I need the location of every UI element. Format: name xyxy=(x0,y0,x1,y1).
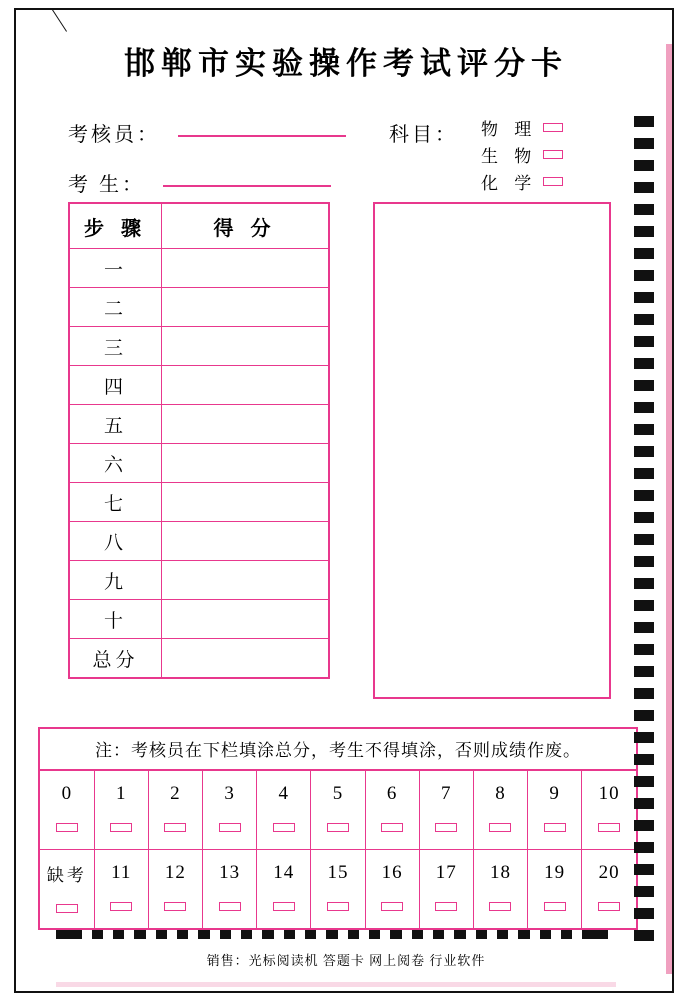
bubble-cell-15-label: 15 xyxy=(327,862,349,883)
bubble-19[interactable] xyxy=(544,902,566,911)
bubble-cell-15[interactable] xyxy=(311,850,365,929)
subject-bubble-physics[interactable] xyxy=(543,123,563,132)
timing-mark xyxy=(634,798,654,809)
bubble-cell-12[interactable] xyxy=(148,850,202,929)
timing-mark xyxy=(540,930,551,939)
header-score: 得 分 xyxy=(162,203,329,249)
table-row xyxy=(69,600,329,639)
bubble-cell-5-label: 5 xyxy=(332,783,344,804)
bubble-cell-4[interactable] xyxy=(257,771,311,850)
timing-mark xyxy=(390,930,401,939)
table-row xyxy=(69,366,329,405)
timing-marks-right xyxy=(634,116,654,952)
bubble-cell-20[interactable] xyxy=(582,850,636,929)
bubble-absent[interactable] xyxy=(56,904,78,913)
timing-mark xyxy=(92,930,103,939)
bubble-18[interactable] xyxy=(489,902,511,911)
timing-mark xyxy=(156,930,167,939)
bubble-10[interactable] xyxy=(598,823,620,832)
timing-mark xyxy=(634,116,654,127)
timing-mark xyxy=(634,600,654,611)
bubble-cell-8-label: 8 xyxy=(495,783,506,804)
table-row xyxy=(69,444,329,483)
bubble-cell-0[interactable] xyxy=(40,771,94,850)
bubble-cell-17[interactable] xyxy=(419,850,473,929)
step-label: 十 xyxy=(69,600,162,639)
bubble-16[interactable] xyxy=(381,902,403,911)
timing-mark xyxy=(634,930,654,941)
score-cell[interactable] xyxy=(162,444,329,483)
timing-mark xyxy=(198,930,209,939)
timing-mark xyxy=(634,468,654,479)
table-header-row xyxy=(69,203,329,249)
bubble-cell-3[interactable] xyxy=(203,771,257,850)
timing-mark xyxy=(412,930,423,939)
bubble-cell-1[interactable] xyxy=(94,771,148,850)
timing-mark xyxy=(634,886,654,897)
bubble-13[interactable] xyxy=(219,902,241,911)
bubble-0[interactable] xyxy=(56,823,78,832)
timing-mark xyxy=(634,402,654,413)
bubble-7[interactable] xyxy=(435,823,457,832)
timing-mark xyxy=(113,930,124,939)
table-row xyxy=(69,561,329,600)
bubble-cell-absent[interactable] xyxy=(40,850,94,929)
bubble-3[interactable] xyxy=(219,823,241,832)
table-row xyxy=(69,249,329,288)
timing-mark xyxy=(634,864,654,875)
table-row xyxy=(69,483,329,522)
timing-mark xyxy=(634,908,654,919)
remarks-blank-box[interactable] xyxy=(373,202,611,699)
bubble-2[interactable] xyxy=(164,823,186,832)
bubble-cell-9[interactable] xyxy=(528,771,582,850)
timing-mark xyxy=(634,380,654,391)
right-edge-stripe xyxy=(666,44,672,974)
timing-mark xyxy=(634,138,654,149)
timing-mark xyxy=(634,578,654,589)
timing-mark xyxy=(634,424,654,435)
subject-option-biology-label: 生 物 xyxy=(481,147,538,166)
timing-mark xyxy=(369,930,380,939)
examiner-field xyxy=(68,118,346,147)
bubble-cell-3-label: 3 xyxy=(224,783,235,804)
table-row xyxy=(69,327,329,366)
timing-mark xyxy=(634,732,654,743)
bubble-cell-absent-label: 缺考 xyxy=(46,865,87,885)
subject-bubble-biology[interactable] xyxy=(543,150,563,159)
bubble-cell-7[interactable] xyxy=(419,771,473,850)
timing-mark xyxy=(634,622,654,633)
timing-mark xyxy=(634,776,654,787)
step-label: 五 xyxy=(69,405,162,444)
bubble-cell-11-label: 11 xyxy=(111,862,132,883)
bubble-cell-12-label: 12 xyxy=(164,862,186,883)
subject-bubble-chemistry[interactable] xyxy=(543,177,563,186)
timing-mark xyxy=(634,688,654,699)
timing-mark xyxy=(634,270,654,281)
examiner-write-line[interactable] xyxy=(178,134,346,137)
bubble-cell-6-label: 6 xyxy=(386,783,398,804)
bubble-cell-2-label: 2 xyxy=(170,783,181,804)
subject-option-list xyxy=(481,114,611,195)
subject-option-physics[interactable] xyxy=(481,114,611,141)
timing-mark xyxy=(634,820,654,831)
timing-mark xyxy=(634,710,654,721)
card-frame xyxy=(14,8,674,993)
bubble-cell-7-label: 7 xyxy=(441,783,452,804)
step-label: 二 xyxy=(69,288,162,327)
bubble-cell-19-label: 19 xyxy=(544,862,566,883)
bubble-cell-13-label: 13 xyxy=(219,862,241,883)
timing-mark xyxy=(634,204,654,215)
timing-mark xyxy=(634,666,654,677)
timing-mark xyxy=(634,248,654,259)
bubble-12[interactable] xyxy=(164,902,186,911)
subject-option-chemistry-label: 化 学 xyxy=(481,174,538,193)
timing-mark xyxy=(634,160,654,171)
step-label: 四 xyxy=(69,366,162,405)
subject-option-chemistry[interactable] xyxy=(481,168,611,195)
bubble-15[interactable] xyxy=(327,902,349,911)
corner-fold-mark xyxy=(52,0,89,32)
bottom-edge-stripe xyxy=(56,982,616,987)
timing-mark xyxy=(634,226,654,237)
timing-mark xyxy=(634,490,654,501)
timing-mark xyxy=(634,512,654,523)
bubble-9[interactable] xyxy=(544,823,566,832)
bubble-cell-9-label: 9 xyxy=(549,783,560,804)
subject-option-physics-label: 物 理 xyxy=(481,120,538,139)
table-row xyxy=(69,639,329,679)
timing-mark xyxy=(262,930,273,939)
score-cell[interactable] xyxy=(162,249,329,288)
score-cell[interactable] xyxy=(162,366,329,405)
bubble-cell-0-label: 0 xyxy=(61,783,73,804)
timing-mark xyxy=(634,556,654,567)
bubble-cell-11[interactable] xyxy=(94,850,148,929)
timing-mark xyxy=(634,292,654,303)
steps-score-table xyxy=(68,202,330,679)
timing-mark xyxy=(497,930,508,939)
timing-mark xyxy=(241,930,252,939)
step-label: 八 xyxy=(69,522,162,561)
timing-mark xyxy=(634,336,654,347)
bubble-5[interactable] xyxy=(327,823,349,832)
timing-mark xyxy=(134,930,145,939)
bubble-row-top xyxy=(40,771,636,850)
score-cell[interactable] xyxy=(162,327,329,366)
timing-mark xyxy=(476,930,487,939)
bubble-cell-14[interactable] xyxy=(257,850,311,929)
timing-mark xyxy=(634,182,654,193)
bubble-17[interactable] xyxy=(435,902,457,911)
score-cell-total[interactable] xyxy=(162,639,329,679)
timing-mark xyxy=(561,930,572,939)
page-title: 邯郸市实验操作考试评分卡 xyxy=(124,46,568,81)
step-label: 七 xyxy=(69,483,162,522)
timing-mark xyxy=(348,930,359,939)
timing-mark xyxy=(634,644,654,655)
timing-marks-bottom xyxy=(56,930,618,939)
bubble-cell-20-label: 20 xyxy=(598,862,620,883)
timing-mark xyxy=(326,930,337,939)
timing-mark xyxy=(634,842,654,853)
bubble-cell-10[interactable] xyxy=(582,771,636,850)
timing-mark xyxy=(177,930,188,939)
bubble-cell-17-label: 17 xyxy=(435,862,457,883)
bubble-cell-10-label: 10 xyxy=(598,783,620,804)
score-cell[interactable] xyxy=(162,483,329,522)
step-label: 六 xyxy=(69,444,162,483)
score-cell[interactable] xyxy=(162,600,329,639)
bubble-1[interactable] xyxy=(110,823,132,832)
bubble-6[interactable] xyxy=(381,823,403,832)
subject-label: 科目： xyxy=(389,124,458,146)
step-label: 九 xyxy=(69,561,162,600)
timing-mark xyxy=(220,930,231,939)
footer-note: 销售：光标阅读机 答题卡 网上阅卷 行业软件 xyxy=(206,953,486,968)
bubble-cell-19[interactable] xyxy=(528,850,582,929)
table-row xyxy=(69,405,329,444)
score-cell[interactable] xyxy=(162,522,329,561)
bubble-8[interactable] xyxy=(489,823,511,832)
timing-mark xyxy=(305,930,316,939)
bubble-cell-6[interactable] xyxy=(365,771,419,850)
table-row xyxy=(69,288,329,327)
student-label: 考 生： xyxy=(68,174,145,196)
bubble-cell-18-label: 18 xyxy=(489,862,511,883)
bubble-cell-8[interactable] xyxy=(473,771,527,850)
bubble-cell-18[interactable] xyxy=(473,850,527,929)
fill-instruction-note: 注：考核员在下栏填涂总分，考生不得填涂，否则成绩作废。 xyxy=(40,729,636,770)
timing-mark xyxy=(518,930,529,939)
timing-mark xyxy=(634,534,654,545)
bubble-cell-2[interactable] xyxy=(148,771,202,850)
examiner-label: 考核员： xyxy=(68,124,160,146)
bubble-4[interactable] xyxy=(273,823,295,832)
bubble-11[interactable] xyxy=(110,902,132,911)
bubble-cell-16-label: 16 xyxy=(381,862,403,883)
timing-mark xyxy=(582,930,608,939)
step-label: 一 xyxy=(69,249,162,288)
score-cell[interactable] xyxy=(162,405,329,444)
total-score-fill-block xyxy=(38,727,638,930)
timing-mark xyxy=(56,930,82,939)
subject-option-biology[interactable] xyxy=(481,141,611,168)
timing-mark xyxy=(433,930,444,939)
timing-mark xyxy=(634,314,654,325)
step-label: 三 xyxy=(69,327,162,366)
bubble-cell-13[interactable] xyxy=(203,850,257,929)
score-cell[interactable] xyxy=(162,288,329,327)
bubble-14[interactable] xyxy=(273,902,295,911)
timing-mark xyxy=(284,930,295,939)
table-row xyxy=(69,522,329,561)
timing-mark xyxy=(454,930,465,939)
score-cell[interactable] xyxy=(162,561,329,600)
timing-mark xyxy=(634,358,654,369)
step-label-total: 总分 xyxy=(69,639,162,679)
bubble-20[interactable] xyxy=(598,902,620,911)
bubble-cell-16[interactable] xyxy=(365,850,419,929)
timing-mark xyxy=(634,446,654,457)
header-step: 步 骤 xyxy=(69,203,162,249)
timing-mark xyxy=(634,754,654,765)
student-write-line[interactable] xyxy=(163,184,331,187)
bubble-cell-5[interactable] xyxy=(311,771,365,850)
bubble-cell-1-label: 1 xyxy=(116,783,127,804)
total-score-bubble-grid xyxy=(40,770,636,928)
student-field xyxy=(68,168,331,197)
bubble-cell-14-label: 14 xyxy=(273,862,295,883)
bubble-row-bottom xyxy=(40,850,636,929)
bubble-cell-4-label: 4 xyxy=(278,783,290,804)
